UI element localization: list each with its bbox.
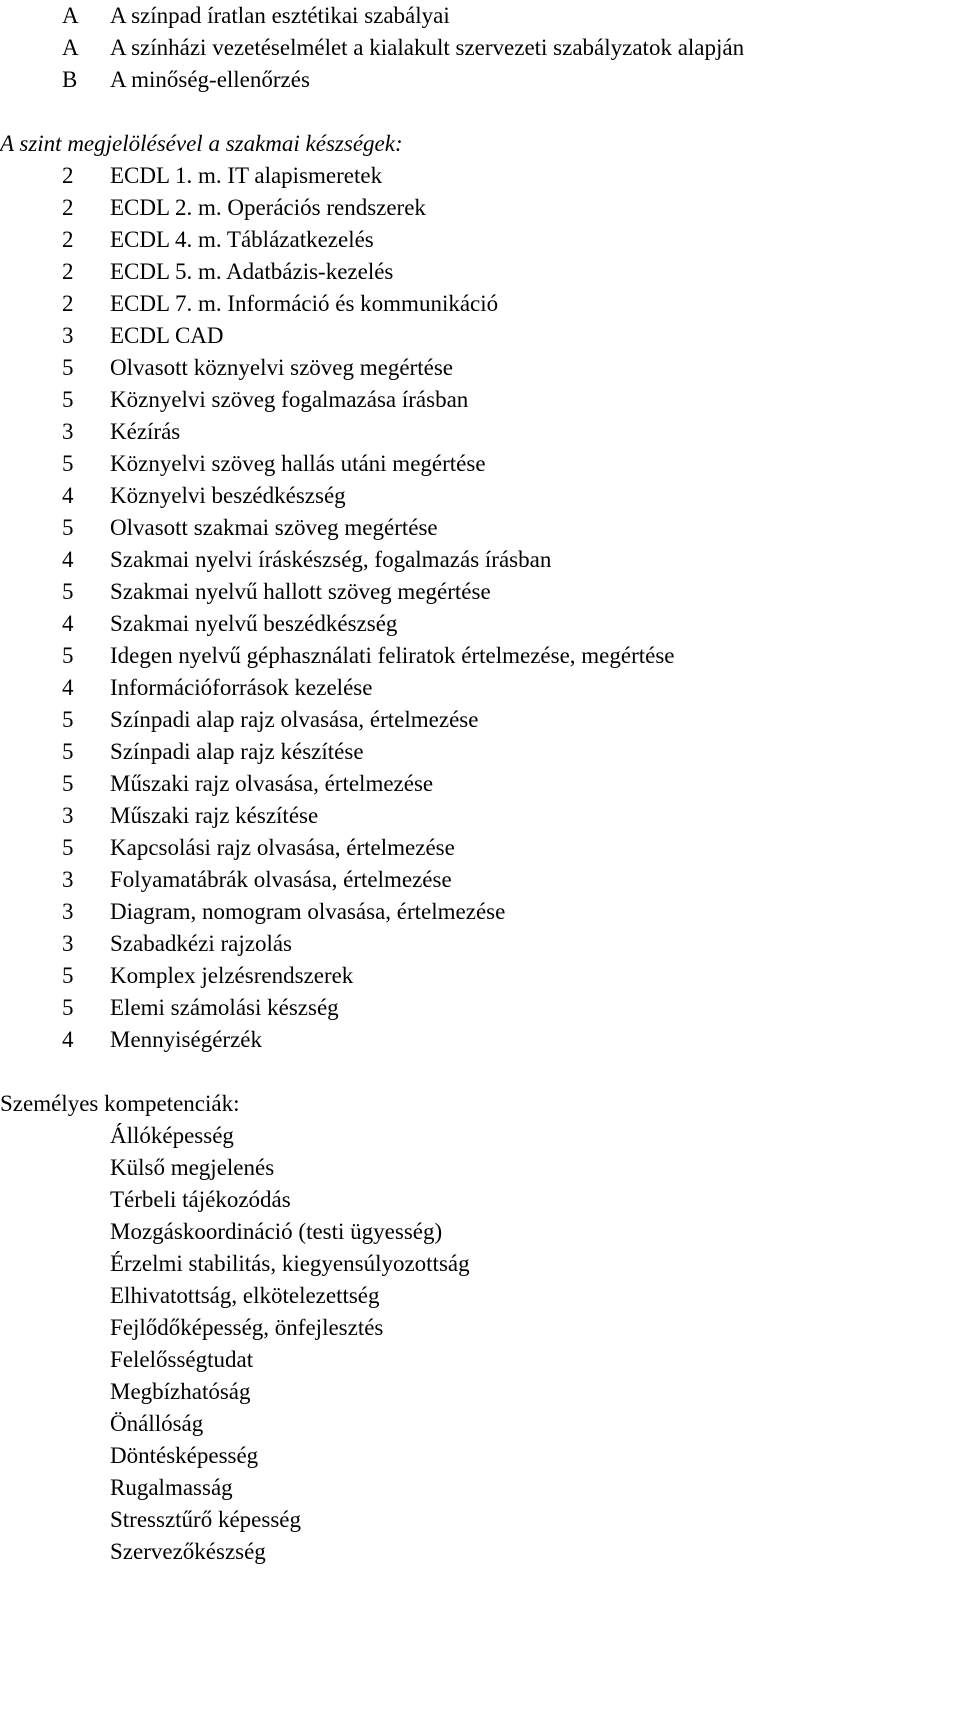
personal-item: Döntésképesség bbox=[110, 1443, 259, 1468]
skill-text: Műszaki rajz készítése bbox=[110, 803, 319, 828]
skill-row bbox=[0, 416, 960, 448]
skill-level: 2 bbox=[62, 291, 74, 316]
personal-item: Térbeli tájékozódás bbox=[110, 1187, 291, 1212]
skill-text: Szabadkézi rajzolás bbox=[110, 931, 292, 956]
personal-item: Rugalmasság bbox=[110, 1475, 233, 1500]
skill-text: ECDL 2. m. Operációs rendszerek bbox=[110, 195, 426, 220]
top-item bbox=[0, 0, 960, 32]
skill-row bbox=[0, 160, 960, 192]
skill-text: Diagram, nomogram olvasása, értelmezése bbox=[110, 899, 506, 924]
skill-text: Színpadi alap rajz készítése bbox=[110, 739, 364, 764]
skill-level: 3 bbox=[62, 323, 74, 348]
skill-row bbox=[0, 448, 960, 480]
skill-level: 5 bbox=[62, 643, 74, 668]
skill-level: 5 bbox=[62, 451, 74, 476]
skills-heading: A szint megjelölésével a szakmai készségek: bbox=[0, 131, 403, 156]
skill-text: Olvasott szakmai szöveg megértése bbox=[110, 515, 438, 540]
skill-text: Szakmai nyelvű beszédkészség bbox=[110, 611, 398, 636]
skill-level: 5 bbox=[62, 515, 74, 540]
skill-text: Komplex jelzésrendszerek bbox=[110, 963, 354, 988]
top-item-text: A színpad íratlan esztétikai szabályai bbox=[110, 3, 450, 28]
personal-item: Elhivatottság, elkötelezettség bbox=[110, 1283, 380, 1308]
skill-level: 4 bbox=[62, 611, 74, 636]
skill-text: Színpadi alap rajz olvasása, értelmezése bbox=[110, 707, 479, 732]
top-item-code: A bbox=[62, 3, 79, 28]
skill-level: 5 bbox=[62, 835, 74, 860]
skill-row bbox=[0, 544, 960, 576]
skill-text: ECDL 1. m. IT alapismeretek bbox=[110, 163, 383, 188]
skill-row bbox=[0, 352, 960, 384]
skill-level: 3 bbox=[62, 419, 74, 444]
skill-level: 2 bbox=[62, 259, 74, 284]
skill-level: 3 bbox=[62, 931, 74, 956]
skill-text: Információforrások kezelése bbox=[110, 675, 373, 700]
skill-text: Kapcsolási rajz olvasása, értelmezése bbox=[110, 835, 455, 860]
skill-text: Idegen nyelvű géphasználati feliratok értelmezése, megértése bbox=[110, 643, 675, 668]
skill-row bbox=[0, 608, 960, 640]
skill-row bbox=[0, 800, 960, 832]
skill-row bbox=[0, 480, 960, 512]
spacer bbox=[0, 1056, 960, 1088]
personal-item: Szervezőkészség bbox=[110, 1539, 266, 1564]
skill-level: 5 bbox=[62, 963, 74, 988]
skill-level: 5 bbox=[62, 739, 74, 764]
skill-row bbox=[0, 928, 960, 960]
skill-text: ECDL 4. m. Táblázatkezelés bbox=[110, 227, 374, 252]
skill-level: 4 bbox=[62, 547, 74, 572]
skill-row bbox=[0, 512, 960, 544]
skill-row bbox=[0, 832, 960, 864]
personal-item: Mozgáskoordináció (testi ügyesség) bbox=[110, 1219, 443, 1244]
top-item-code: B bbox=[62, 67, 78, 92]
personal-item: Érzelmi stabilitás, kiegyensúlyozottság bbox=[110, 1251, 470, 1276]
top-item bbox=[0, 64, 960, 96]
skill-level: 2 bbox=[62, 195, 74, 220]
skill-text: Köznyelvi szöveg hallás utáni megértése bbox=[110, 451, 486, 476]
skill-text: Olvasott köznyelvi szöveg megértése bbox=[110, 355, 453, 380]
skill-row bbox=[0, 640, 960, 672]
top-item-text: A színházi vezetéselmélet a kialakult szervezeti szabályzatok alapján bbox=[110, 35, 745, 60]
personal-item: Fejlődőképesség, önfejlesztés bbox=[110, 1315, 384, 1340]
skill-row bbox=[0, 320, 960, 352]
personal-heading: Személyes kompetenciák: bbox=[0, 1091, 240, 1116]
skill-level: 5 bbox=[62, 579, 74, 604]
top-items-list bbox=[0, 0, 960, 96]
skill-row bbox=[0, 896, 960, 928]
skill-row bbox=[0, 704, 960, 736]
skill-row bbox=[0, 864, 960, 896]
personal-item: Állóképesség bbox=[110, 1123, 234, 1148]
skill-level: 5 bbox=[62, 387, 74, 412]
skill-level: 2 bbox=[62, 163, 74, 188]
personal-item: Stressztűrő képesség bbox=[110, 1507, 301, 1532]
skill-text: Elemi számolási készség bbox=[110, 995, 339, 1020]
top-item bbox=[0, 32, 960, 64]
personal-item: Külső megjelenés bbox=[110, 1155, 275, 1180]
skill-row bbox=[0, 384, 960, 416]
skill-row bbox=[0, 960, 960, 992]
skill-level: 5 bbox=[62, 995, 74, 1020]
skill-row bbox=[0, 1024, 960, 1056]
skill-row bbox=[0, 192, 960, 224]
personal-list bbox=[0, 1120, 960, 1568]
top-item-code: A bbox=[62, 35, 79, 60]
skill-row bbox=[0, 768, 960, 800]
skill-row bbox=[0, 224, 960, 256]
top-item-text: A minőség-ellenőrzés bbox=[110, 67, 310, 92]
skill-text: Szakmai nyelvi íráskészség, fogalmazás írásban bbox=[110, 547, 552, 572]
skill-level: 5 bbox=[62, 355, 74, 380]
skill-text: Szakmai nyelvű hallott szöveg megértése bbox=[110, 579, 491, 604]
skill-text: Köznyelvi beszédkészség bbox=[110, 483, 346, 508]
skill-level: 3 bbox=[62, 899, 74, 924]
skill-text: Műszaki rajz olvasása, értelmezése bbox=[110, 771, 434, 796]
skill-row bbox=[0, 992, 960, 1024]
skill-text: ECDL 5. m. Adatbázis-kezelés bbox=[110, 259, 394, 284]
personal-item: Önállóság bbox=[110, 1411, 204, 1436]
skill-text: Folyamatábrák olvasása, értelmezése bbox=[110, 867, 452, 892]
skill-level: 4 bbox=[62, 675, 74, 700]
skill-level: 4 bbox=[62, 483, 74, 508]
skill-text: Köznyelvi szöveg fogalmazása írásban bbox=[110, 387, 469, 412]
skill-level: 2 bbox=[62, 227, 74, 252]
personal-item: Megbízhatóság bbox=[110, 1379, 251, 1404]
skill-level: 3 bbox=[62, 867, 74, 892]
skill-row bbox=[0, 256, 960, 288]
skill-text: ECDL CAD bbox=[110, 323, 224, 348]
skill-level: 4 bbox=[62, 1027, 74, 1052]
skill-row bbox=[0, 576, 960, 608]
skill-row bbox=[0, 736, 960, 768]
skill-text: ECDL 7. m. Információ és kommunikáció bbox=[110, 291, 499, 316]
skill-level: 5 bbox=[62, 771, 74, 796]
skill-level: 3 bbox=[62, 803, 74, 828]
skills-list bbox=[0, 160, 960, 1056]
skill-text: Kézírás bbox=[110, 419, 181, 444]
personal-item: Felelősségtudat bbox=[110, 1347, 254, 1372]
skill-row bbox=[0, 672, 960, 704]
skill-text: Mennyiségérzék bbox=[110, 1027, 262, 1052]
skill-row bbox=[0, 288, 960, 320]
skill-level: 5 bbox=[62, 707, 74, 732]
spacer bbox=[0, 96, 960, 128]
